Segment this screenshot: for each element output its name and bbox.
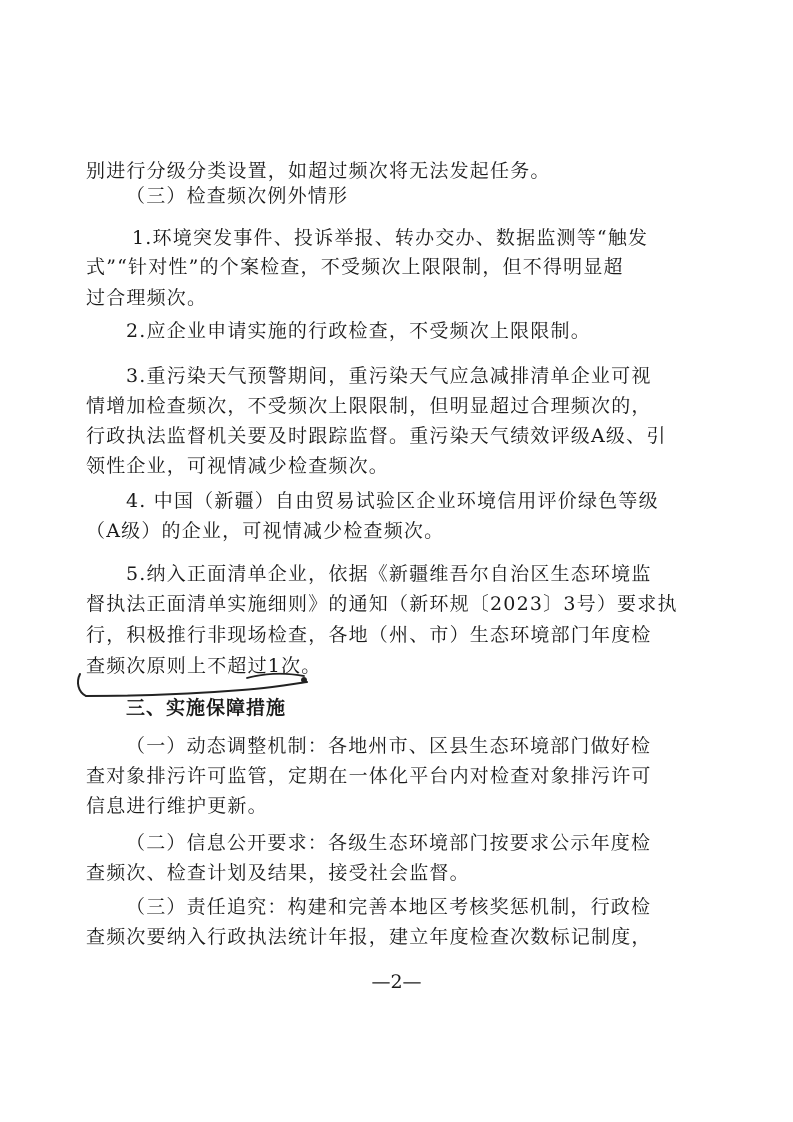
paragraph-line: 查频次、检查计划及结果，接受社会监督。 (86, 862, 470, 884)
paragraph-line: 1.环境突发事件、投诉举报、转办交办、数据监测等“触发 (132, 227, 649, 249)
paragraph-line: 5.纳入正面清单企业，依据《新疆维吾尔自治区生态环境监 (126, 563, 652, 585)
paragraph-line: （一）动态调整机制：各地州市、区县生态环境部门做好检 (126, 735, 652, 757)
paragraph-line-underlined: 查频次原则上不超过1次。 (86, 655, 322, 677)
paragraph-line: 别进行分级分类设置，如超过频次将无法发起任务。 (86, 160, 551, 182)
page-number: —2— (371, 971, 422, 993)
paragraph-line: （三）责任追究：构建和完善本地区考核奖惩机制，行政检 (126, 896, 652, 918)
paragraph-line: 式”“针对性”的个案检查，不受频次上限限制，但不得明显超 (86, 256, 624, 278)
section-heading: 三、实施保障措施 (126, 697, 287, 719)
paragraph-line: 行政执法监督机关要及时跟踪监督。重污染天气绩效评级A级、引 (86, 425, 667, 447)
paragraph-line: 查对象排污许可监管，定期在一体化平台内对检查对象排污许可 (86, 765, 652, 787)
paragraph-line: 过合理频次。 (86, 287, 208, 309)
paragraph-line: 情增加检查频次，不受频次上限限制，但明显超过合理频次的， (86, 395, 652, 417)
subheading: （三）检查频次例外情形 (126, 185, 349, 207)
paragraph-line: 3.重污染天气预警期间，重污染天气应急减排清单企业可视 (126, 365, 652, 387)
paragraph-line: 行，积极推行非现场检查，各地（州、市）生态环境部门年度检 (86, 624, 652, 646)
paragraph-line: 2.应企业申请实施的行政检查，不受频次上限限制。 (126, 320, 591, 342)
paragraph-line: （A级）的企业，可视情减少检查频次。 (86, 520, 445, 542)
paragraph-line: 领性企业，可视情减少检查频次。 (86, 455, 390, 477)
paragraph-line: 信息进行维护更新。 (86, 795, 268, 817)
paragraph-line: 督执法正面清单实施细则》的通知（新环规〔2023〕3号）要求执 (86, 593, 678, 615)
paragraph-line: 查频次要纳入行政执法统计年报，建立年度检查次数标记制度， (86, 926, 652, 948)
paragraph-line: 4. 中国（新疆）自由贸易试验区企业环境信用评价绿色等级 (126, 490, 659, 512)
paragraph-line: （二）信息公开要求：各级生态环境部门按要求公示年度检 (126, 832, 652, 854)
